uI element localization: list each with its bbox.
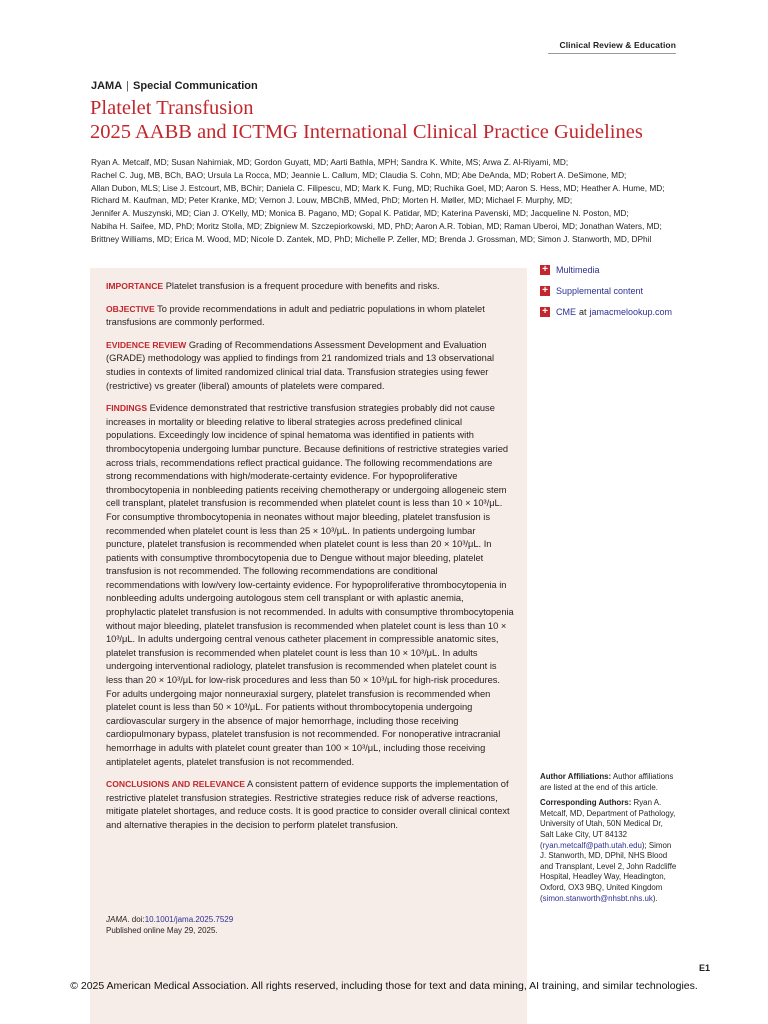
email-link-stanworth[interactable]: simon.stanworth@nhsbt.nhs.uk bbox=[542, 893, 653, 903]
title-line-2: 2025 AABB and ICTMG International Clinical Practice Guidelines bbox=[90, 121, 643, 143]
corresponding-text-1: Ryan A. Metcalf, MD, Department of Pathology, University of Utah, 50N Medical Dr, Salt Lake City, UT 84132 ( bbox=[540, 798, 676, 850]
doi-prefix: . doi: bbox=[127, 915, 145, 924]
resource-sidebar bbox=[540, 264, 700, 327]
section-header: Clinical Review & Education bbox=[559, 40, 676, 50]
author-line: Ryan A. Metcalf, MD; Susan Nahirniak, MD; Gordon Guyatt, MD; Aarti Bathla, MPH; Sandra K. White, MS; Arwa Z. Al-Riyami, MD; bbox=[91, 157, 569, 167]
objective-text: To provide recommendations in adult and pediatric populations in whom platelet transfusions are commonly performed. bbox=[106, 303, 485, 328]
journal-name: JAMA bbox=[91, 80, 123, 92]
findings-label: FINDINGS bbox=[106, 403, 148, 414]
doi-link[interactable]: 10.1001/jama.2025.7529 bbox=[144, 915, 234, 924]
plus-icon: + bbox=[540, 265, 550, 275]
abstract-conclusions bbox=[106, 778, 514, 832]
header-rule bbox=[548, 53, 676, 54]
title-line-1: Platelet Transfusion bbox=[90, 97, 254, 119]
cme-label[interactable]: CME bbox=[556, 307, 576, 317]
multimedia-link[interactable] bbox=[540, 264, 700, 276]
cme-at: at bbox=[579, 307, 587, 317]
author-line: Richard M. Kaufman, MD; Peter Kranke, MD; Vernon J. Louw, MBChB, MMed, PhD; Morten H. Møller, MD; Michael F. Murphy, MD; bbox=[91, 195, 573, 206]
findings-text: Evidence demonstrated that restrictive transfusion strategies probably did not cause increases in mortality or bleeding relative to liberal strategies across predefined clinical populations. Exceedingly low incidence of spinal hematoma was identified in patients with thrombocytopenia undergoing lumbar puncture. Because definitions of restrictive strategies varied across trials, recommendations reflect practical guidance. The following recommendations are strong recommendations with high/moderate-certainty evidence. For hypoproliferative thrombocytopenia in nonbleeding patients receiving chemotherapy or undergoing allogeneic stem cell transplant, platelet transfusion is recommended when platelet count is less than 10 × 10³/μL. For consumptive thrombocytopenia in neonates without major bleeding, platelet transfusion is recommended when platelet count is less than 25 × 10³/μL. In patients undergoing lumbar puncture, platelet transfusion is recommended when platelet count is less than 20 × 10³/μL. In patients with consumptive thrombocytopenia due to Dengue without major bleeding, platelet transfusion is not recommended. The following recommendations are conditional recommendations with low/very low-certainty evidence. For hypoproliferative thrombocytopenia in nonbleeding adults undergoing autologous stem cell transplant or with aplastic anemia, prophylactic platelet transfusion is not recommended. In adults with consumptive thrombocytopenia without major bleeding, platelet transfusion is recommended when platelet count is less than 10 × 10³/μL. In adults undergoing central venous catheter placement in compressible anatomic sites, platelet transfusion is recommended when platelet count is less than 10 × 10³/μL. In adults undergoing interventional radiology, platelet transfusion is recommended when platelet count is less than 20 × 10³/μL for low-risk procedures and less than 50 × 10³/μL for high-risk procedures. For adults undergoing major nonneuraxial surgery, platelet transfusion is recommended when platelet count is less than 50 × 10³/μL. For patients without thrombocytopenia undergoing cardiovascular surgery in the absence of major hemorrhage, including those receiving cardiopulmonary bypass, platelet transfusion is not recommended. For nonoperative intracranial hemorrhage in adults with platelet count greater than 100 × 10³/μL, including those receiving antiplatelet agents, platelet transfusion is not recommended. bbox=[106, 403, 514, 767]
evidence-review-text: Grading of Recommendations Assessment Development and Evaluation (GRADE) methodology was applied to findings from 21 randomized trials and 13 observational studies in contexts of limited randomized clinical trial data. Transfusion strategies using fewer (restrictive) vs greater (liberal) amounts of platelets were compared. bbox=[106, 339, 495, 391]
article-type: Special Communication bbox=[133, 80, 258, 92]
author-line: Brittney Williams, MD; Erica M. Wood, MD; Nicole D. Zantek, MD, PhD; Michelle P. Zeller, MD; Brenda J. Grossman, MD; Simon J. Stanworth, MD, DPhil bbox=[91, 233, 652, 244]
published-date: Published online May 29, 2025. bbox=[106, 926, 218, 935]
article-title bbox=[90, 96, 643, 144]
author-line: Rachel C. Jug, MB, BCh, BAO; Ursula La Rocca, MD; Jeannie L. Callum, MD; Claudia S. Cohn, MD; Abe DeAnda, MD; Robert A. DeSimone, MD; bbox=[91, 169, 627, 180]
plus-icon: + bbox=[540, 307, 550, 317]
corresponding-authors bbox=[540, 798, 678, 904]
article-info bbox=[106, 914, 406, 936]
multimedia-label[interactable]: Multimedia bbox=[556, 265, 600, 275]
author-list bbox=[91, 156, 691, 246]
importance-label: IMPORTANCE bbox=[106, 281, 164, 291]
journal-italic: JAMA bbox=[106, 915, 128, 924]
supplemental-content-link[interactable] bbox=[540, 285, 700, 297]
affiliations-label: Author Affiliations: bbox=[540, 772, 612, 781]
corresponding-text-3: ). bbox=[652, 893, 658, 903]
page-number: E1 bbox=[698, 963, 710, 973]
abstract bbox=[106, 280, 514, 842]
copyright-notice: © 2025 American Medical Association. All rights reserved, including those for text and data mining, AI training, and similar technologies. bbox=[70, 980, 698, 992]
email-link-metcalf[interactable]: ryan.metcalf@path.utah.edu bbox=[542, 840, 642, 850]
importance-text: Platelet transfusion is a frequent procedure with benefits and risks. bbox=[165, 281, 440, 291]
author-line: Nabiha H. Saifee, MD, PhD; Moritz Stolla, MD; Zbigniew M. Szczepiorkowski, MD, PhD; Aaron A.R. Tobian, MD; Raman Uberoi, MD; Jonathan Waters, MD; bbox=[91, 220, 662, 231]
cme-link[interactable] bbox=[540, 306, 700, 318]
abstract-evidence-review bbox=[106, 339, 514, 393]
objective-label: OBJECTIVE bbox=[106, 303, 155, 314]
doi-line bbox=[106, 914, 406, 925]
supplemental-label[interactable]: Supplemental content bbox=[556, 286, 644, 296]
corresponding-label: Corresponding Authors: bbox=[540, 798, 632, 808]
abstract-findings bbox=[106, 402, 514, 769]
journal-line bbox=[91, 80, 258, 92]
plus-icon: + bbox=[540, 286, 550, 296]
author-line: Jennifer A. Muszynski, MD; Cian J. O'Kelly, MD; Monica B. Pagano, MD; Gopal K. Patidar, MD; Katerina Pavenski, MD; Jacqueline N. Poston, MD; bbox=[91, 208, 629, 219]
corresponding-text-2: ); Simon J. Stanworth, MD, DPhil, NHS Blood and Transplant, Level 2, John Radcliffe Hospital, Headley Way, Headington, Oxford, OX3 9BQ, United Kingdom ( bbox=[540, 840, 677, 903]
cme-url[interactable]: jamacmelookup.com bbox=[589, 307, 673, 317]
abstract-importance bbox=[106, 280, 514, 294]
conclusions-text: A consistent pattern of evidence supports the implementation of restrictive platelet transfusion strategies. Restrictive strategies reduce risk of adverse reactions, mitigate platelet shortages, and reduce costs. It is good practice to consider overall clinical context and alternative therapies in the decision to perform platelet transfusion. bbox=[106, 779, 510, 830]
affiliations-text: Author affiliations are listed at the end of this article. bbox=[540, 772, 674, 792]
author-affiliations bbox=[540, 772, 678, 909]
author-line: Allan Dubon, MLS; Lise J. Estcourt, MB, BChir; Daniela C. Filipescu, MD; Mark K. Fung, MD; Ruchika Goel, MD; Aaron S. Hess, MD; Heather A. Hume, MD; bbox=[91, 182, 665, 193]
affiliations-note bbox=[540, 772, 678, 793]
journal-separator: | bbox=[126, 80, 130, 92]
evidence-review-label: EVIDENCE REVIEW bbox=[106, 339, 187, 350]
conclusions-label: CONCLUSIONS AND RELEVANCE bbox=[106, 779, 245, 790]
abstract-objective bbox=[106, 303, 514, 330]
